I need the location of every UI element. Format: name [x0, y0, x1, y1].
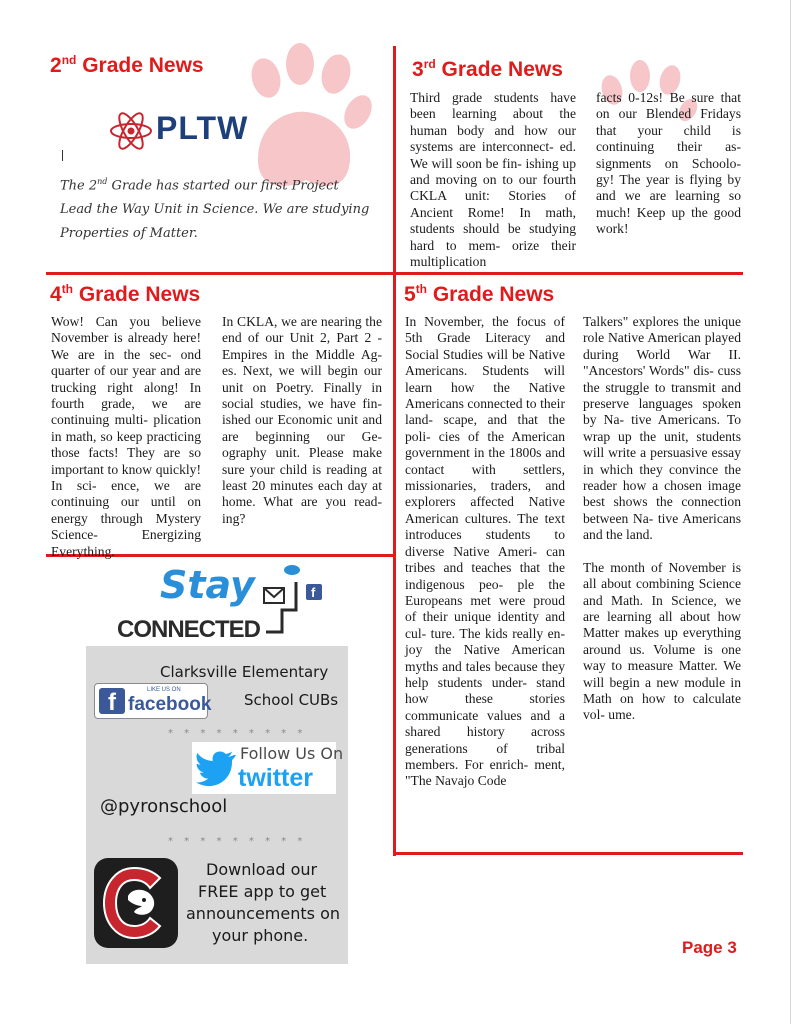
grade3-column-2: facts 0-12s! Be sure that on our Blended Fridays that your child is continuing their as- signments on Schoolo- gy! The year is flying by and we are learning so much! Keep up the good work! [596, 90, 741, 237]
separator-stars: * * * * * * * * * [168, 728, 307, 739]
app-promo-line3: announcements on [186, 904, 340, 923]
app-promo-line4: your phone. [212, 926, 309, 945]
facebook-icon: f [99, 688, 125, 714]
cougar-logo-icon [94, 858, 178, 948]
grade2-heading: 2nd Grade News [50, 53, 204, 77]
grade4-column-1: Wow! Can you believe November is already here! We are in the sec- ond quarter of our year and are trucking right along! In fourth grade, we are continuing multi- plication in math, so keep practicing those facts! They are so important to know quickly! In sci- ence, we are continuing our until on energy through Mystery Science- Energizing Everything. [51, 314, 201, 559]
grade2-text: The 2nd Grade has started our first Project Lead the Way Unit in Science. We are studying Properties of Matter. [60, 177, 370, 242]
twitter-handle: @pyronschool [100, 796, 228, 817]
school-name-line2: School CUBs [244, 691, 339, 709]
divider-horizontal-bottom [393, 852, 743, 855]
twitter-bird-icon [196, 750, 236, 786]
separator-stars: * * * * * * * * * [168, 836, 307, 847]
grade4-heading: 4th Grade News [50, 282, 201, 306]
pltw-logo [108, 106, 258, 156]
grade3-heading: 3rd Grade News [412, 57, 563, 81]
grade5-column-1: In November, the focus of 5th Grade Literacy and Social Studies will be Native Americans. Students will learn how the Native Americans connected to their land- scape, and that the poli- cies of the American government in the 1800s and contact with settlers, missionaries, traders, and explorers affected Native American cultures. The text introduces students to diverse Native Ameri- can tribes and teaches that the indigenous peo- ple the Europeans met were proud of their unique identity and cul- ture. The kids really en- joy the Native American myths and tales because they help students under- stand how these stories communicate values and a shared history across generations of tribal members. For enrich- ment, "The Navajo Code [405, 314, 565, 789]
facebook-wordmark: facebook [128, 694, 212, 715]
school-app-icon[interactable] [94, 858, 178, 948]
grade5-heading: 5th Grade News [404, 282, 555, 306]
facebook-like-label: LIKE US ON [147, 687, 181, 693]
app-promo-line2: FREE app to get [198, 882, 327, 901]
connected-text: CONNECTED [117, 616, 261, 643]
grade5-column-2: Talkers" explores the unique role Native American played during World War II. "Ancestors' Words" dis- cuss the struggle to transmit and preserve languages spoken by Na- tive Americans. To wrap up the unit, students will write a persuasive essay in which they convince the reader how a chosen image best shows the connection between Na- tive Americans and the land. The month of November is all about combining Science and Math. In Science, we are learning all about how Matter makes up everything around us. Volume is one way to measure Matter. We will begin a new module in Math on how to calculate vol- ume. [583, 314, 741, 723]
page-number: Page 3 [682, 938, 737, 957]
app-promo-line1: Download our [206, 860, 318, 879]
twitter-wordmark: twitter [238, 764, 313, 792]
text-cursor [62, 150, 63, 161]
facebook-like-badge[interactable] [94, 683, 212, 719]
stay-connected-logo: Stay [160, 563, 255, 607]
atom-icon [108, 106, 154, 156]
twitter-follow-label: Follow Us On [240, 744, 344, 763]
school-name-line1: Clarksville Elementary [160, 663, 329, 681]
network-connector-icon [262, 560, 332, 642]
pltw-logo-text: PLTW [156, 110, 249, 146]
grade3-column-1: Third grade students have been learning about the human body and how our systems are interconnect- ed. We will soon be fin- ishing up and moving on to our fourth CKLA unit: Stories of Ancient Rome! In math, students should be studying hard to mem- orize their multiplication [410, 90, 576, 270]
divider-horizontal-top [46, 272, 743, 275]
svg-text:f: f [311, 585, 316, 600]
divider-vertical [393, 46, 396, 856]
twitter-follow-badge[interactable] [192, 742, 344, 794]
grade4-column-2: In CKLA, we are nearing the end of our Unit 2, Part 2 -Empires in the Middle Ag- es. Next, we will begin our unit on Poetry. Finally in social studies, we have fin- ished our Economic unit and are beginning our Ge- ography unit. Please make sure your child is reading at least 20 minutes each day at home. What are you read- ing? [222, 314, 382, 526]
